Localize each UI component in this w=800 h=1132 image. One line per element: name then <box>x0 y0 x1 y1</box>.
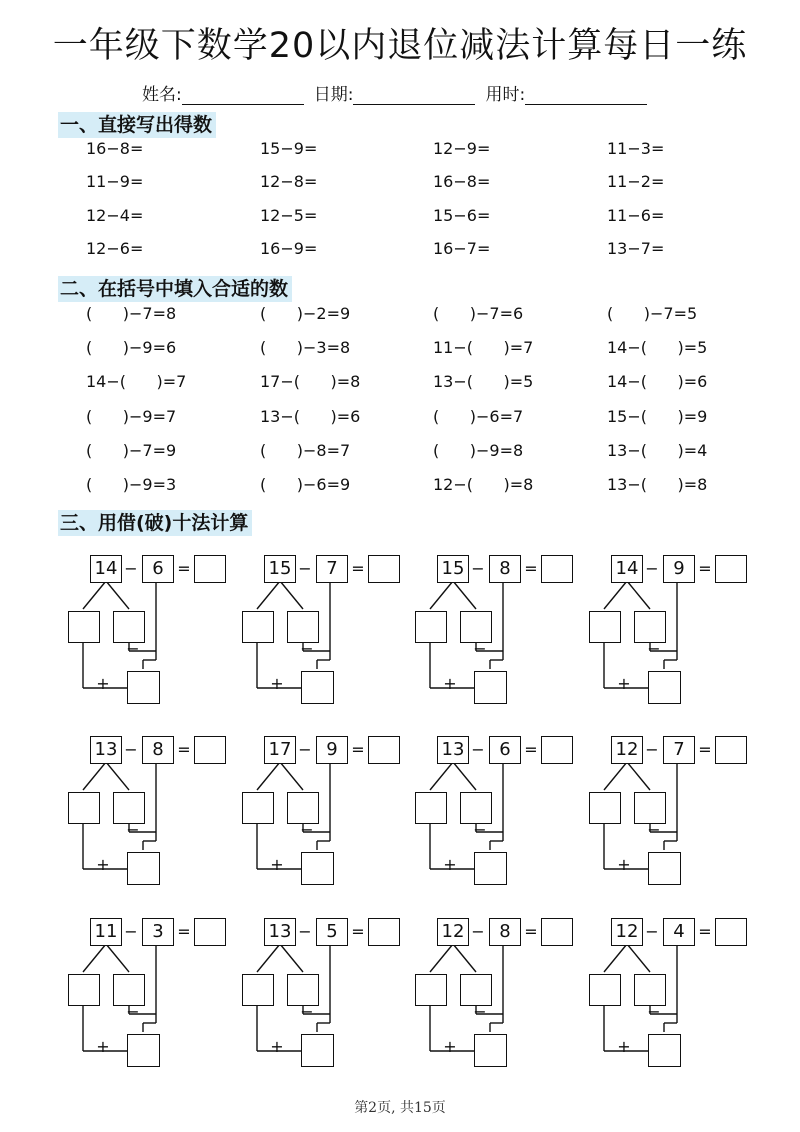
equals-sign: = <box>698 922 712 941</box>
equals-sign: = <box>698 559 712 578</box>
fill-blank-item: 13−( )=5 <box>433 372 534 392</box>
result-box[interactable] <box>301 671 334 704</box>
minuend-box: 12 <box>437 918 469 946</box>
connector-line <box>453 944 476 972</box>
subtrahend-box: 8 <box>489 918 521 946</box>
plus-sign: + <box>617 1037 631 1056</box>
section1-heading: 一、直接写出得数 <box>58 112 216 138</box>
connector-line <box>280 944 303 972</box>
connector-line <box>106 762 129 790</box>
borrow-ten-problem <box>242 551 402 711</box>
borrow-ten-problem <box>589 732 749 892</box>
plus-sign: + <box>96 1037 110 1056</box>
exercise-item: 12−6= <box>86 238 144 258</box>
result-box[interactable] <box>648 671 681 704</box>
connector-line <box>83 581 106 609</box>
connector-line <box>257 944 280 972</box>
subtrahend-box: 9 <box>316 736 348 764</box>
exercise-item: 16−8= <box>433 172 491 192</box>
minus-sign: − <box>473 639 487 658</box>
equals-sign: = <box>524 559 538 578</box>
answer-box[interactable] <box>715 736 747 764</box>
fill-blank-item: ( )−9=8 <box>433 440 524 460</box>
split-left-box[interactable] <box>589 611 621 643</box>
fill-blank-item: ( )−9=7 <box>86 406 177 426</box>
split-left-box[interactable] <box>68 611 100 643</box>
fill-blank-item: ( )−9=6 <box>86 338 177 358</box>
borrow-ten-problem <box>589 551 749 711</box>
equals-sign: = <box>351 922 365 941</box>
plus-sign: + <box>270 855 284 874</box>
equals-sign: = <box>351 740 365 759</box>
exercise-item: 16−9= <box>260 238 318 258</box>
minuend-box: 14 <box>611 555 643 583</box>
connector-line <box>627 581 650 609</box>
split-left-box[interactable] <box>68 792 100 824</box>
answer-box[interactable] <box>541 555 573 583</box>
exercise-item: 11−3= <box>607 139 665 158</box>
result-box[interactable] <box>127 852 160 885</box>
subtrahend-box: 8 <box>142 736 174 764</box>
split-left-box[interactable] <box>242 792 274 824</box>
fill-blank-item: ( )−7=5 <box>607 304 698 323</box>
minuend-box: 12 <box>611 736 643 764</box>
answer-box[interactable] <box>194 918 226 946</box>
split-left-box[interactable] <box>415 792 447 824</box>
split-left-box[interactable] <box>589 974 621 1006</box>
answer-box[interactable] <box>368 555 400 583</box>
borrow-ten-problem <box>415 732 575 892</box>
equals-sign: = <box>524 922 538 941</box>
connector-line <box>280 581 303 609</box>
connector-line <box>627 944 650 972</box>
minus-sign: − <box>647 820 661 839</box>
subtrahend-box: 4 <box>663 918 695 946</box>
connector-line <box>106 581 129 609</box>
connector-line <box>627 762 650 790</box>
minus-sign: − <box>298 559 312 578</box>
connector-line <box>430 944 453 972</box>
fill-blank-item: 11−( )=7 <box>433 338 534 358</box>
subtrahend-box: 5 <box>316 918 348 946</box>
split-left-box[interactable] <box>415 611 447 643</box>
minus-sign: − <box>471 559 485 578</box>
connector-line <box>257 581 280 609</box>
fill-blank-item: ( )−2=9 <box>260 304 351 323</box>
borrow-ten-problem <box>68 551 228 711</box>
exercise-item: 15−6= <box>433 205 491 225</box>
date-label: 日期: <box>313 85 354 105</box>
exercise-item: 11−9= <box>86 172 144 192</box>
subtrahend-box: 7 <box>316 555 348 583</box>
minus-sign: − <box>300 639 314 658</box>
minus-sign: − <box>126 820 140 839</box>
connector-line <box>83 762 106 790</box>
exercise-item: 12−5= <box>260 205 318 225</box>
fill-blank-item: 13−( )=6 <box>260 406 361 426</box>
subtrahend-box: 7 <box>663 736 695 764</box>
equals-sign: = <box>524 740 538 759</box>
answer-box[interactable] <box>715 918 747 946</box>
fill-blank-item: 13−( )=4 <box>607 440 708 460</box>
name-blank[interactable] <box>182 86 304 105</box>
answer-box[interactable] <box>194 555 226 583</box>
connector-line <box>430 581 453 609</box>
date-blank[interactable] <box>353 86 475 105</box>
borrow-ten-problem <box>415 551 575 711</box>
section3-heading: 三、用借(破)十法计算 <box>58 510 252 536</box>
connector-line <box>453 762 476 790</box>
minus-sign: − <box>300 820 314 839</box>
equals-sign: = <box>351 559 365 578</box>
minuend-box: 14 <box>90 555 122 583</box>
equals-sign: = <box>177 740 191 759</box>
minuend-box: 17 <box>264 736 296 764</box>
minus-sign: − <box>124 922 138 941</box>
result-box[interactable] <box>301 852 334 885</box>
fill-blank-item: 14−( )=6 <box>607 372 708 392</box>
minus-sign: − <box>473 1002 487 1021</box>
fill-blank-item: ( )−3=8 <box>260 338 351 358</box>
fill-blank-item: 17−( )=8 <box>260 372 361 392</box>
exercise-item: 12−9= <box>433 139 491 158</box>
fill-blank-item: 12−( )=8 <box>433 475 534 494</box>
fill-blank-item: ( )−6=7 <box>433 406 524 426</box>
split-left-box[interactable] <box>242 974 274 1006</box>
plus-sign: + <box>617 855 631 874</box>
minus-sign: − <box>300 1002 314 1021</box>
plus-sign: + <box>443 674 457 693</box>
plus-sign: + <box>443 1037 457 1056</box>
exercise-item: 11−6= <box>607 205 665 225</box>
borrow-ten-problem <box>415 914 575 1074</box>
subtrahend-box: 6 <box>489 736 521 764</box>
minus-sign: − <box>471 740 485 759</box>
plus-sign: + <box>270 674 284 693</box>
minus-sign: − <box>298 740 312 759</box>
minus-sign: − <box>298 922 312 941</box>
result-box[interactable] <box>301 1034 334 1067</box>
fill-blank-item: 13−( )=8 <box>607 475 708 494</box>
plus-sign: + <box>443 855 457 874</box>
exercise-item: 15−9= <box>260 139 318 158</box>
result-box[interactable] <box>127 1034 160 1067</box>
plus-sign: + <box>96 674 110 693</box>
student-info-row <box>142 80 657 105</box>
exercise-item: 12−4= <box>86 205 144 225</box>
equals-sign: = <box>177 922 191 941</box>
fill-blank-item: ( )−7=6 <box>433 304 524 323</box>
plus-sign: + <box>617 674 631 693</box>
connector-line <box>430 762 453 790</box>
minus-sign: − <box>473 820 487 839</box>
subtrahend-box: 8 <box>489 555 521 583</box>
exercise-item: 12−8= <box>260 172 318 192</box>
plus-sign: + <box>96 855 110 874</box>
fill-blank-item: 15−( )=9 <box>607 406 708 426</box>
exercise-item: 11−2= <box>607 172 665 192</box>
connector-line <box>604 762 627 790</box>
minuend-box: 13 <box>264 918 296 946</box>
minus-sign: − <box>126 639 140 658</box>
answer-box[interactable] <box>368 918 400 946</box>
borrow-ten-problem <box>242 914 402 1074</box>
fill-blank-item: 14−( )=7 <box>86 372 187 392</box>
answer-box[interactable] <box>194 736 226 764</box>
connector-line <box>257 762 280 790</box>
result-box[interactable] <box>474 1034 507 1067</box>
minuend-box: 13 <box>437 736 469 764</box>
fill-blank-item: ( )−9=3 <box>86 475 177 494</box>
minus-sign: − <box>647 1002 661 1021</box>
minus-sign: − <box>471 922 485 941</box>
result-box[interactable] <box>474 852 507 885</box>
fill-blank-item: 14−( )=5 <box>607 338 708 358</box>
time-blank[interactable] <box>525 86 647 105</box>
plus-sign: + <box>270 1037 284 1056</box>
connector-line <box>453 581 476 609</box>
minus-sign: − <box>645 559 659 578</box>
connector-line <box>83 944 106 972</box>
split-left-box[interactable] <box>415 974 447 1006</box>
result-box[interactable] <box>648 852 681 885</box>
split-left-box[interactable] <box>68 974 100 1006</box>
name-label: 姓名: <box>142 85 182 105</box>
time-label: 用时: <box>485 85 526 105</box>
fill-blank-item: ( )−6=9 <box>260 475 351 494</box>
minuend-box: 12 <box>611 918 643 946</box>
minus-sign: − <box>645 740 659 759</box>
minuend-box: 15 <box>264 555 296 583</box>
equals-sign: = <box>177 559 191 578</box>
exercise-item: 16−7= <box>433 238 491 258</box>
answer-box[interactable] <box>368 736 400 764</box>
minus-sign: − <box>126 1002 140 1021</box>
exercise-item: 16−8= <box>86 139 144 158</box>
connector-line <box>280 762 303 790</box>
fill-blank-item: ( )−8=7 <box>260 440 351 460</box>
subtrahend-box: 3 <box>142 918 174 946</box>
connector-line <box>604 581 627 609</box>
answer-box[interactable] <box>715 555 747 583</box>
fill-blank-item: ( )−7=8 <box>86 304 177 323</box>
minus-sign: − <box>647 639 661 658</box>
minus-sign: − <box>645 922 659 941</box>
answer-box[interactable] <box>541 918 573 946</box>
result-box[interactable] <box>648 1034 681 1067</box>
borrow-ten-problem <box>68 732 228 892</box>
result-box[interactable] <box>474 671 507 704</box>
minuend-box: 15 <box>437 555 469 583</box>
page-footer: 第2页, 共15页 <box>354 1100 446 1116</box>
minuend-box: 13 <box>90 736 122 764</box>
split-left-box[interactable] <box>242 611 274 643</box>
connector-line <box>604 944 627 972</box>
exercise-item: 13−7= <box>607 238 665 258</box>
section2-heading: 二、在括号中填入合适的数 <box>58 276 292 302</box>
subtrahend-box: 6 <box>142 555 174 583</box>
connector-line <box>106 944 129 972</box>
equals-sign: = <box>698 740 712 759</box>
answer-box[interactable] <box>541 736 573 764</box>
borrow-ten-problem <box>68 914 228 1074</box>
split-left-box[interactable] <box>589 792 621 824</box>
borrow-ten-problem <box>242 732 402 892</box>
minuend-box: 11 <box>90 918 122 946</box>
fill-blank-item: ( )−7=9 <box>86 440 177 460</box>
page-title: 一年级下数学20以内退位减法计算每日一练 <box>52 26 748 66</box>
minus-sign: − <box>124 740 138 759</box>
minus-sign: − <box>124 559 138 578</box>
subtrahend-box: 9 <box>663 555 695 583</box>
borrow-ten-problem <box>589 914 749 1074</box>
result-box[interactable] <box>127 671 160 704</box>
